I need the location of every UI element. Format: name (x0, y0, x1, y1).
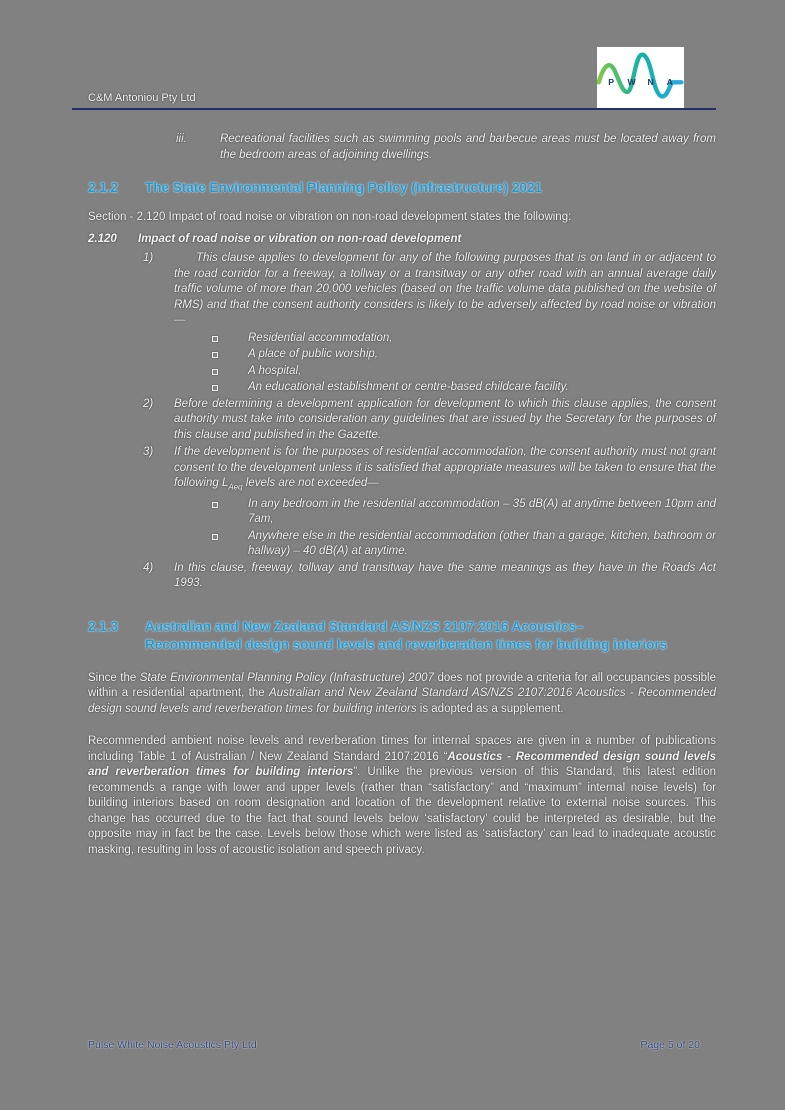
square-bullet-icon (210, 497, 248, 528)
logo-letter-a: A (666, 76, 673, 87)
laeq-subscript: Aeq (228, 482, 243, 492)
section-heading-2-1-2 (88, 179, 716, 197)
section-heading-2-1-3 (88, 618, 716, 654)
waveform-logo-icon (597, 47, 684, 109)
bullet-text: A place of public worship, (248, 348, 378, 360)
logo-letter-p: P (608, 76, 615, 87)
section-title: The State Environmental Planning Policy (Infrastructure) 2021 (145, 180, 542, 195)
section-title-line1: Australian and New Zealand Standard AS/NZS 2107:2016 Acoustics– (145, 618, 584, 634)
square-bullet-icon (210, 331, 248, 347)
bullet-text: Anywhere else in the residential accommodation (other than a garage, kitchen, bathroom or hallway) – 40 dB(A) at anytime. (248, 529, 716, 558)
bullet-text: Residential accommodation, (248, 331, 393, 344)
clause-number: 2.120 (88, 232, 117, 245)
section-number: 2.1.3 (88, 618, 119, 634)
item-marker: 1) (143, 252, 154, 264)
clause-item-2 (88, 397, 716, 444)
item-marker: 2) (143, 397, 154, 410)
square-bullet-icon (210, 529, 248, 560)
item-text: If the development is for the purposes of residential accommodation, the consent authority must not grant consent to the development unless it is satisfied that appropriate measures will be taken to ensure that the following $L_{Aeq}$ levels are not exceeded— (174, 446, 716, 492)
sound-wave-icon (599, 55, 682, 97)
item-marker: 3) (143, 446, 154, 458)
paragraph-standard-supplement: Since the State Environmental Planning Policy (Infrastructure) 2007 does not provide a criteria for all occupancies possible within a residential apartment, the Australian and New Zealand Standard AS/NZS 2107:2016 Acoustics - Recommended design sound levels and reverberation times for building interiors is adopted as a supplement. (88, 671, 716, 715)
square-bullet-icon (210, 347, 248, 363)
company-logo (597, 47, 684, 109)
logo-letter-n: N (647, 76, 654, 87)
section-title-line2: Recommended design sound levels and reverberation times for building interiors (145, 636, 668, 652)
square-bullet-icon (210, 380, 248, 396)
clause-title: Impact of road noise or vibration on non-road development (138, 232, 462, 245)
clause-item-4 (88, 561, 716, 592)
item-text: This clause applies to development for any of the following purposes that is on land in or adjacent to the road corridor for a freeway, a tollway or a transitway or any other road with an annual average daily traffic volume of more than 20,000 vehicles (based on the traffic volume data published on the website of RMS) and that the consent authority considers is likely to be adversely affected by road noise or vibration— (174, 252, 716, 326)
bullet-text: An educational establishment or centre-based childcare facility. (248, 381, 569, 393)
bullet-text: In any bedroom in the residential accommodation – 35 dB(A) at anytime between 10pm and 7am, (248, 497, 716, 526)
clause-heading (88, 232, 716, 248)
header-company-name: C&M Antoniou Pty Ltd (88, 92, 196, 104)
bullet-item (88, 331, 716, 347)
bullet-item (88, 380, 716, 396)
section-title (145, 618, 716, 654)
logo-letter-w: W (627, 76, 636, 87)
section-lead-text: Section - 2.120 Impact of road noise or vibration on non-road development states the following: (88, 211, 572, 223)
section-number: 2.1.2 (88, 180, 119, 195)
clause-item-3 (88, 445, 716, 495)
bullet-text: A hospital, (248, 364, 302, 377)
bullet-item (88, 529, 716, 560)
header-divider (72, 108, 716, 110)
item-text: Before determining a development application for development to which this clause applies, the consent authority must take into consideration any guidelines that are issued by the Secretary for the purposes of this clause and published in the Gazette. (174, 397, 716, 441)
list-item-text: Recreational facilities such as swimming pools and barbecue areas must be located away from the bedroom areas of adjoining dwellings. (220, 133, 716, 161)
clause-item-1 (88, 251, 716, 329)
paragraph-recommended-levels: Recommended ambient noise levels and reverberation times for internal spaces are given in a number of publications including Table 1 of Australian / New Zealand Standard 2107:2016 “Acoustics - Recommended design sound levels and reverberation times for building interiors”. Unlike the previous version of this Standard, this latest edition recommends a range with lower and upper levels (rather than “satisfactory” and “maximum” internal noise levels) for building interiors based on room designation and location of the development relative to external noise sources. This change has occurred due to the fact that sound levels below ‘satisfactory’ could be interpreted as desirable, but the opposite may in fact be the case. Levels below those which were listed as ‘satisfactory’ can lead to inadequate acoustic masking, resulting in loss of acoustic isolation and speech privacy. (88, 735, 716, 856)
list-marker: iii. (176, 133, 187, 145)
square-bullet-icon (210, 364, 248, 380)
footer-company-name: Pulse White Noise Acoustics Pty Ltd (88, 1039, 257, 1051)
item-text: In this clause, freeway, tollway and transitway have the same meanings as they have in the Roads Act 1993. (174, 561, 716, 590)
footer-page-number: Page 5 of 20 (640, 1039, 700, 1051)
document-body (88, 132, 716, 858)
bullet-item (88, 347, 716, 363)
item-marker: 4) (143, 561, 154, 574)
list-item-iii (88, 132, 716, 163)
bullet-item (88, 364, 716, 380)
bullet-item (88, 497, 716, 528)
